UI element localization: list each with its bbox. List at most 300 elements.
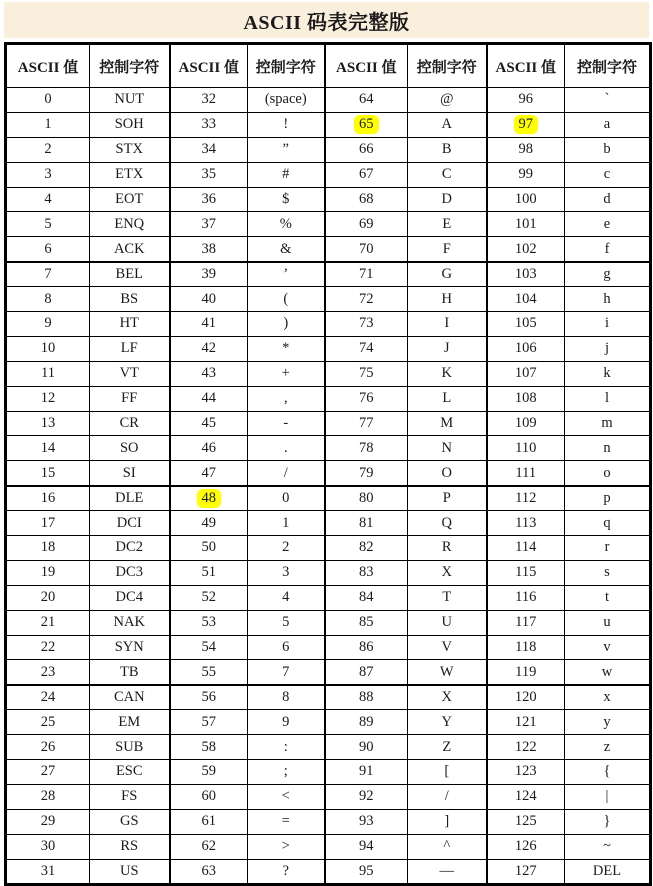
table-row: [6, 610, 651, 635]
header-ascii-value: ASCII 值: [325, 44, 408, 88]
control-char-cell: ”: [248, 137, 325, 162]
control-char-cell: VT: [90, 361, 170, 386]
control-char-cell: 6: [248, 635, 325, 660]
ascii-value-cell: 105: [487, 312, 565, 337]
control-char-cell: DLE: [90, 486, 170, 511]
control-char-cell: [: [408, 760, 487, 785]
ascii-value-cell: 124: [487, 784, 565, 809]
ascii-value-cell: 55: [170, 660, 248, 685]
page-title: ASCII 码表完整版: [243, 11, 410, 34]
header-row: [6, 44, 651, 88]
control-char-cell: {: [565, 760, 651, 785]
ascii-value-cell: 24: [6, 685, 90, 710]
control-char-cell: BEL: [90, 262, 170, 287]
ascii-value-cell: 70: [325, 237, 408, 262]
control-char-cell: SI: [90, 461, 170, 486]
control-char-cell: GS: [90, 809, 170, 834]
control-char-cell: /: [408, 784, 487, 809]
table-row: [6, 336, 651, 361]
ascii-value-cell: 95: [325, 859, 408, 884]
title-band: [4, 2, 649, 38]
ascii-value-cell: 115: [487, 560, 565, 585]
control-char-cell: —: [408, 859, 487, 884]
ascii-value-cell: 113: [487, 511, 565, 536]
control-char-cell: US: [90, 859, 170, 884]
control-char-cell: b: [565, 137, 651, 162]
control-char-cell: v: [565, 635, 651, 660]
control-char-cell: HT: [90, 312, 170, 337]
control-char-cell: +: [248, 361, 325, 386]
control-char-cell: X: [408, 560, 487, 585]
ascii-value-cell: 3: [6, 162, 90, 187]
table-row: [6, 760, 651, 785]
control-char-cell: FS: [90, 784, 170, 809]
ascii-value-cell: 104: [487, 287, 565, 312]
control-char-cell: y: [565, 710, 651, 735]
ascii-value-cell: 84: [325, 585, 408, 610]
control-char-cell: 7: [248, 660, 325, 685]
ascii-value-cell: 103: [487, 262, 565, 287]
control-char-cell: -: [248, 411, 325, 436]
header-control-char: 控制字符: [90, 44, 170, 88]
control-char-cell: a: [565, 112, 651, 137]
ascii-value-cell: 120: [487, 685, 565, 710]
control-char-cell: !: [248, 112, 325, 137]
header-ascii-value: ASCII 值: [6, 44, 90, 88]
ascii-value-cell: 92: [325, 784, 408, 809]
ascii-value-cell: 71: [325, 262, 408, 287]
control-char-cell: ’: [248, 262, 325, 287]
control-char-cell: E: [408, 212, 487, 237]
ascii-value-cell: 116: [487, 585, 565, 610]
ascii-value-cell: 85: [325, 610, 408, 635]
ascii-value-cell: 47: [170, 461, 248, 486]
control-char-cell: /: [248, 461, 325, 486]
ascii-value-cell: 26: [6, 735, 90, 760]
ascii-value-cell: 15: [6, 461, 90, 486]
ascii-value-cell: 127: [487, 859, 565, 884]
ascii-value-cell: 107: [487, 361, 565, 386]
table-row: [6, 187, 651, 212]
control-char-cell: 4: [248, 585, 325, 610]
control-char-cell: s: [565, 560, 651, 585]
ascii-value-cell: 67: [325, 162, 408, 187]
control-char-cell: F: [408, 237, 487, 262]
ascii-table: [4, 42, 652, 886]
ascii-value-cell: 81: [325, 511, 408, 536]
table-row: [6, 585, 651, 610]
ascii-value-cell: 106: [487, 336, 565, 361]
ascii-value-cell: 101: [487, 212, 565, 237]
ascii-value-cell: 11: [6, 361, 90, 386]
highlighted-value: 97: [514, 115, 539, 134]
ascii-value-cell: 23: [6, 660, 90, 685]
control-char-cell: |: [565, 784, 651, 809]
ascii-value-cell: 123: [487, 760, 565, 785]
control-char-cell: x: [565, 685, 651, 710]
ascii-value-cell: 2: [6, 137, 90, 162]
control-char-cell: f: [565, 237, 651, 262]
control-char-cell: LF: [90, 336, 170, 361]
control-char-cell: M: [408, 411, 487, 436]
ascii-value-cell: 126: [487, 834, 565, 859]
ascii-value-cell: 125: [487, 809, 565, 834]
control-char-cell: Z: [408, 735, 487, 760]
control-char-cell: SO: [90, 436, 170, 461]
ascii-value-cell: 52: [170, 585, 248, 610]
control-char-cell: DCI: [90, 511, 170, 536]
ascii-value-cell: 73: [325, 312, 408, 337]
control-char-cell: EM: [90, 710, 170, 735]
header-control-char: 控制字符: [565, 44, 651, 88]
control-char-cell: r: [565, 536, 651, 561]
ascii-value-cell: 56: [170, 685, 248, 710]
control-char-cell: BS: [90, 287, 170, 312]
control-char-cell: 1: [248, 511, 325, 536]
ascii-value-cell: 49: [170, 511, 248, 536]
control-char-cell: L: [408, 386, 487, 411]
ascii-value-cell: 33: [170, 112, 248, 137]
ascii-value-cell: 20: [6, 585, 90, 610]
control-char-cell: X: [408, 685, 487, 710]
control-char-cell: n: [565, 436, 651, 461]
control-char-cell: #: [248, 162, 325, 187]
ascii-value-cell: 102: [487, 237, 565, 262]
ascii-value-cell: 69: [325, 212, 408, 237]
ascii-value-cell: 99: [487, 162, 565, 187]
ascii-value-cell: 80: [325, 486, 408, 511]
ascii-value-cell: 45: [170, 411, 248, 436]
control-char-cell: }: [565, 809, 651, 834]
control-char-cell: D: [408, 187, 487, 212]
control-char-cell: U: [408, 610, 487, 635]
ascii-value-cell: 68: [325, 187, 408, 212]
control-char-cell: I: [408, 312, 487, 337]
ascii-value-cell: 18: [6, 536, 90, 561]
ascii-value-cell: 50: [170, 536, 248, 561]
control-char-cell: ~: [565, 834, 651, 859]
table-row: [6, 536, 651, 561]
ascii-value-cell: 9: [6, 312, 90, 337]
table-row: [6, 511, 651, 536]
ascii-value-cell: 100: [487, 187, 565, 212]
ascii-value-cell: 119: [487, 660, 565, 685]
ascii-value-cell: 8: [6, 287, 90, 312]
table-row: [6, 112, 651, 137]
ascii-value-cell: 59: [170, 760, 248, 785]
table-row: [6, 834, 651, 859]
ascii-value-cell: 118: [487, 635, 565, 660]
table-row: [6, 237, 651, 262]
ascii-value-cell: 53: [170, 610, 248, 635]
control-char-cell: Y: [408, 710, 487, 735]
ascii-value-cell: 96: [487, 88, 565, 113]
ascii-value-cell: 109: [487, 411, 565, 436]
ascii-value-cell: 63: [170, 859, 248, 884]
ascii-value-cell: 72: [325, 287, 408, 312]
control-char-cell: ]: [408, 809, 487, 834]
ascii-value-cell: 35: [170, 162, 248, 187]
control-char-cell: 5: [248, 610, 325, 635]
ascii-value-cell: 57: [170, 710, 248, 735]
control-char-cell: %: [248, 212, 325, 237]
table-row: [6, 137, 651, 162]
ascii-value-cell: 13: [6, 411, 90, 436]
ascii-value-cell: 79: [325, 461, 408, 486]
control-char-cell: O: [408, 461, 487, 486]
control-char-cell: FF: [90, 386, 170, 411]
ascii-value-cell: 98: [487, 137, 565, 162]
control-char-cell: DEL: [565, 859, 651, 884]
control-char-cell: l: [565, 386, 651, 411]
table-row: [6, 436, 651, 461]
ascii-value-cell: 1: [6, 112, 90, 137]
ascii-value-cell: 89: [325, 710, 408, 735]
control-char-cell: K: [408, 361, 487, 386]
control-char-cell: DC4: [90, 585, 170, 610]
ascii-value-cell: 111: [487, 461, 565, 486]
control-char-cell: k: [565, 361, 651, 386]
table-row: [6, 560, 651, 585]
control-char-cell: G: [408, 262, 487, 287]
ascii-value-cell: 108: [487, 386, 565, 411]
control-char-cell: EOT: [90, 187, 170, 212]
ascii-value-cell: 19: [6, 560, 90, 585]
control-char-cell: (space): [248, 88, 325, 113]
control-char-cell: i: [565, 312, 651, 337]
control-char-cell: V: [408, 635, 487, 660]
ascii-value-cell: 6: [6, 237, 90, 262]
control-char-cell: ): [248, 312, 325, 337]
ascii-value-cell: 39: [170, 262, 248, 287]
ascii-value-cell: 88: [325, 685, 408, 710]
ascii-value-cell: [487, 112, 565, 137]
table-row: [6, 685, 651, 710]
table-row: [6, 735, 651, 760]
control-char-cell: B: [408, 137, 487, 162]
ascii-value-cell: 112: [487, 486, 565, 511]
control-char-cell: ;: [248, 760, 325, 785]
ascii-value-cell: 64: [325, 88, 408, 113]
control-char-cell: <: [248, 784, 325, 809]
control-char-cell: ^: [408, 834, 487, 859]
ascii-value-cell: 94: [325, 834, 408, 859]
control-char-cell: g: [565, 262, 651, 287]
ascii-table-body: [6, 88, 651, 885]
control-char-cell: d: [565, 187, 651, 212]
ascii-value-cell: 38: [170, 237, 248, 262]
ascii-value-cell: 62: [170, 834, 248, 859]
table-row: [6, 784, 651, 809]
ascii-value-cell: 77: [325, 411, 408, 436]
control-char-cell: ,: [248, 386, 325, 411]
control-char-cell: NUT: [90, 88, 170, 113]
ascii-value-cell: 37: [170, 212, 248, 237]
highlighted-value: 48: [197, 489, 222, 508]
control-char-cell: q: [565, 511, 651, 536]
control-char-cell: R: [408, 536, 487, 561]
control-char-cell: .: [248, 436, 325, 461]
control-char-cell: 9: [248, 710, 325, 735]
control-char-cell: W: [408, 660, 487, 685]
ascii-value-cell: 40: [170, 287, 248, 312]
table-row: [6, 710, 651, 735]
control-char-cell: :: [248, 735, 325, 760]
control-char-cell: TB: [90, 660, 170, 685]
control-char-cell: j: [565, 336, 651, 361]
ascii-value-cell: 82: [325, 536, 408, 561]
ascii-value-cell: 28: [6, 784, 90, 809]
ascii-value-cell: 10: [6, 336, 90, 361]
control-char-cell: (: [248, 287, 325, 312]
control-char-cell: 3: [248, 560, 325, 585]
control-char-cell: C: [408, 162, 487, 187]
control-char-cell: ACK: [90, 237, 170, 262]
table-row: [6, 461, 651, 486]
control-char-cell: J: [408, 336, 487, 361]
control-char-cell: Q: [408, 511, 487, 536]
header-ascii-value: ASCII 值: [487, 44, 565, 88]
header-control-char: 控制字符: [408, 44, 487, 88]
ascii-value-cell: [325, 112, 408, 137]
ascii-value-cell: 121: [487, 710, 565, 735]
ascii-value-cell: 117: [487, 610, 565, 635]
ascii-value-cell: 76: [325, 386, 408, 411]
table-row: [6, 660, 651, 685]
control-char-cell: p: [565, 486, 651, 511]
ascii-value-cell: 93: [325, 809, 408, 834]
ascii-value-cell: 43: [170, 361, 248, 386]
control-char-cell: H: [408, 287, 487, 312]
ascii-value-cell: 30: [6, 834, 90, 859]
control-char-cell: CAN: [90, 685, 170, 710]
control-char-cell: SOH: [90, 112, 170, 137]
ascii-value-cell: 25: [6, 710, 90, 735]
ascii-value-cell: 22: [6, 635, 90, 660]
control-char-cell: RS: [90, 834, 170, 859]
ascii-value-cell: 114: [487, 536, 565, 561]
control-char-cell: N: [408, 436, 487, 461]
ascii-value-cell: 54: [170, 635, 248, 660]
control-char-cell: NAK: [90, 610, 170, 635]
ascii-value-cell: 5: [6, 212, 90, 237]
ascii-value-cell: 21: [6, 610, 90, 635]
control-char-cell: *: [248, 336, 325, 361]
control-char-cell: e: [565, 212, 651, 237]
ascii-value-cell: 41: [170, 312, 248, 337]
control-char-cell: >: [248, 834, 325, 859]
control-char-cell: c: [565, 162, 651, 187]
header-control-char: 控制字符: [248, 44, 325, 88]
control-char-cell: m: [565, 411, 651, 436]
control-char-cell: w: [565, 660, 651, 685]
ascii-value-cell: 74: [325, 336, 408, 361]
header-ascii-value: ASCII 值: [170, 44, 248, 88]
ascii-value-cell: 27: [6, 760, 90, 785]
control-char-cell: u: [565, 610, 651, 635]
ascii-value-cell: 7: [6, 262, 90, 287]
control-char-cell: CR: [90, 411, 170, 436]
ascii-value-cell: 86: [325, 635, 408, 660]
ascii-value-cell: 51: [170, 560, 248, 585]
control-char-cell: ?: [248, 859, 325, 884]
control-char-cell: $: [248, 187, 325, 212]
table-row: [6, 635, 651, 660]
ascii-value-cell: 36: [170, 187, 248, 212]
table-row: [6, 312, 651, 337]
control-char-cell: h: [565, 287, 651, 312]
ascii-value-cell: 44: [170, 386, 248, 411]
control-char-cell: DC2: [90, 536, 170, 561]
control-char-cell: t: [565, 585, 651, 610]
ascii-value-cell: 12: [6, 386, 90, 411]
control-char-cell: &: [248, 237, 325, 262]
ascii-value-cell: 32: [170, 88, 248, 113]
table-row: [6, 88, 651, 113]
ascii-value-cell: 17: [6, 511, 90, 536]
control-char-cell: T: [408, 585, 487, 610]
ascii-value-cell: 91: [325, 760, 408, 785]
table-row: [6, 162, 651, 187]
ascii-value-cell: 58: [170, 735, 248, 760]
ascii-value-cell: 0: [6, 88, 90, 113]
control-char-cell: A: [408, 112, 487, 137]
control-char-cell: ESC: [90, 760, 170, 785]
control-char-cell: ENQ: [90, 212, 170, 237]
control-char-cell: z: [565, 735, 651, 760]
table-row: [6, 411, 651, 436]
ascii-value-cell: 110: [487, 436, 565, 461]
table-row: [6, 486, 651, 511]
table-row: [6, 859, 651, 884]
ascii-value-cell: 83: [325, 560, 408, 585]
ascii-value-cell: 4: [6, 187, 90, 212]
control-char-cell: =: [248, 809, 325, 834]
ascii-value-cell: 75: [325, 361, 408, 386]
ascii-value-cell: 122: [487, 735, 565, 760]
control-char-cell: ETX: [90, 162, 170, 187]
control-char-cell: P: [408, 486, 487, 511]
table-row: [6, 287, 651, 312]
control-char-cell: o: [565, 461, 651, 486]
control-char-cell: SYN: [90, 635, 170, 660]
ascii-value-cell: 42: [170, 336, 248, 361]
control-char-cell: @: [408, 88, 487, 113]
control-char-cell: 0: [248, 486, 325, 511]
table-row: [6, 262, 651, 287]
control-char-cell: `: [565, 88, 651, 113]
ascii-value-cell: 87: [325, 660, 408, 685]
control-char-cell: 2: [248, 536, 325, 561]
ascii-value-cell: 90: [325, 735, 408, 760]
highlighted-value: 65: [354, 115, 379, 134]
ascii-value-cell: 60: [170, 784, 248, 809]
ascii-value-cell: 46: [170, 436, 248, 461]
control-char-cell: 8: [248, 685, 325, 710]
table-row: [6, 809, 651, 834]
table-row: [6, 386, 651, 411]
table-row: [6, 212, 651, 237]
ascii-value-cell: 61: [170, 809, 248, 834]
ascii-value-cell: [170, 486, 248, 511]
ascii-value-cell: 31: [6, 859, 90, 884]
ascii-value-cell: 34: [170, 137, 248, 162]
control-char-cell: STX: [90, 137, 170, 162]
table-row: [6, 361, 651, 386]
ascii-value-cell: 14: [6, 436, 90, 461]
control-char-cell: DC3: [90, 560, 170, 585]
ascii-value-cell: 78: [325, 436, 408, 461]
